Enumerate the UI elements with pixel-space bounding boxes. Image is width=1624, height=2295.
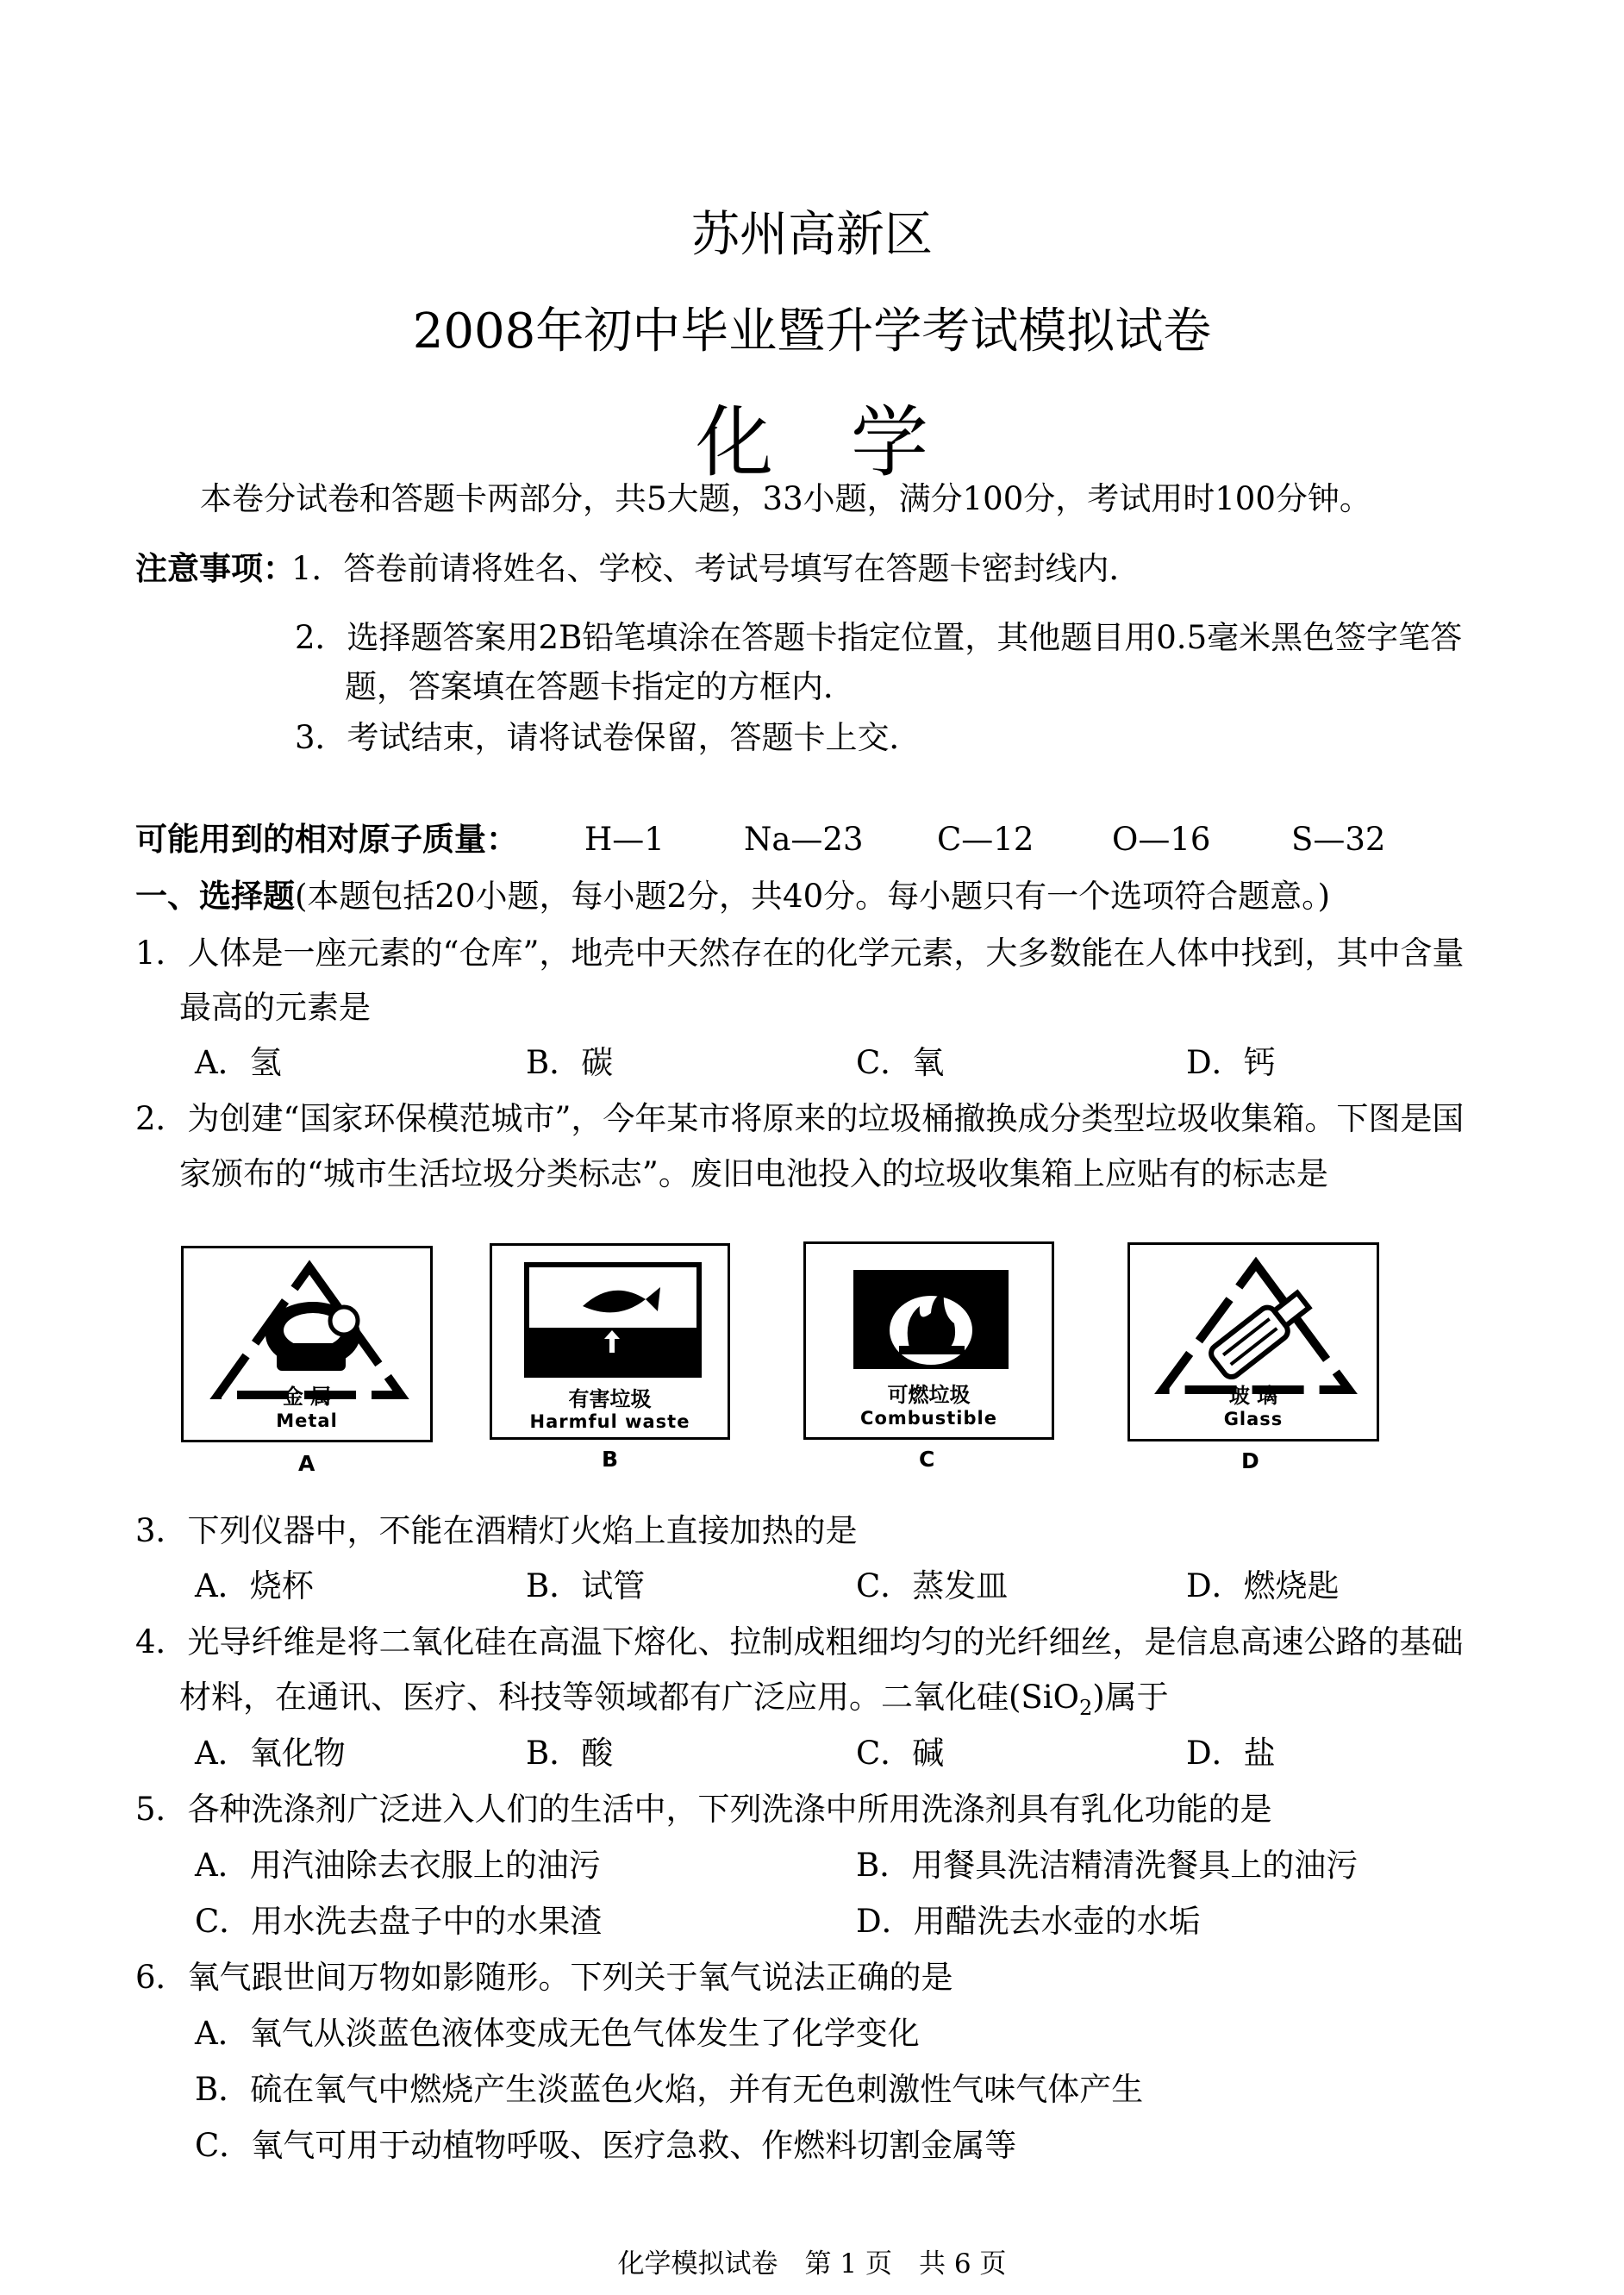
- sign-harmful-waste[interactable]: [490, 1243, 730, 1440]
- sign-letter-c: C: [919, 1447, 935, 1472]
- note-item-3: 3．考试结束，请将试卷保留，答题卡上交．: [295, 719, 921, 756]
- sign-combustible[interactable]: [803, 1241, 1054, 1440]
- sign-glass-en: Glass: [1223, 1409, 1284, 1429]
- note-item-2-line1: 2．选择题答案用2B铅笔填涂在答题卡指定位置，其他题目用0.5毫米黑色签字笔答: [295, 619, 1463, 656]
- sign-harmful-cn: 有害垃圾: [568, 1387, 652, 1411]
- q4-stem-line2-pre: 材料，在通讯、医疗、科技等领域都有广泛应用。二氧化硅(SiO: [179, 1679, 1079, 1716]
- region-title: 苏州高新区: [691, 207, 933, 263]
- q3-option-d[interactable]: D．燃烧匙: [1186, 1567, 1340, 1604]
- sign-letter-b: B: [602, 1447, 619, 1472]
- sign-metal-cn: 金 属: [282, 1385, 332, 1409]
- sign-metal[interactable]: [181, 1246, 433, 1442]
- exam-intro: 本卷分试卷和答题卡两部分，共5大题，33小题，满分100分，考试用时100分钟。: [200, 480, 1371, 517]
- sign-letter-d: D: [1241, 1448, 1259, 1473]
- q3-option-c[interactable]: C．蒸发皿: [856, 1567, 1009, 1604]
- q1-option-b[interactable]: B．碳: [526, 1044, 614, 1081]
- q5-option-a[interactable]: A．用汽油除去衣服上的油污: [195, 1847, 601, 1884]
- page-footer: 化学模拟试卷 第 1 页 共 6 页: [617, 2248, 1007, 2279]
- q1-option-d[interactable]: D．钙: [1186, 1044, 1276, 1081]
- q4-option-a[interactable]: A．氧化物: [195, 1735, 346, 1772]
- sign-combustible-cn: 可燃垃圾: [887, 1383, 971, 1407]
- q3-option-a[interactable]: A．烧杯: [195, 1567, 314, 1604]
- atomic-mass-h: H—1: [584, 821, 665, 858]
- sign-combustible-en: Combustible: [860, 1408, 997, 1429]
- q4-option-d[interactable]: D．盐: [1186, 1735, 1276, 1772]
- exam-title: 2008年初中毕业暨升学考试模拟试卷: [412, 303, 1212, 360]
- sign-glass[interactable]: [1127, 1242, 1379, 1441]
- q6-option-a[interactable]: A．氧气从淡蓝色液体变成无色气体发生了化学变化: [195, 2015, 920, 2052]
- note-item-1: 1．答卷前请将姓名、学校、考试号填写在答题卡密封线内．: [291, 550, 1141, 587]
- q5-stem: 5．各种洗涤剂广泛进入人们的生活中，下列洗涤中所用洗涤剂具有乳化功能的是: [135, 1791, 1272, 1828]
- q5-option-b[interactable]: B．用餐具洗洁精清洗餐具上的油污: [856, 1847, 1359, 1884]
- q1-stem-line1: 1．人体是一座元素的“仓库”，地壳中天然存在的化学元素，大多数能在人体中找到，其中含量: [135, 935, 1465, 972]
- atomic-mass-c: C—12: [937, 821, 1034, 858]
- q4-subscript: 2: [1078, 1696, 1093, 1720]
- note-item-2-line2: 题，答案填在答题卡指定的方框内．: [345, 668, 855, 705]
- atomic-mass-label: 可能用到的相对原子质量：: [135, 821, 518, 858]
- q5-option-d[interactable]: D．用醋洗去水壶的水垢: [856, 1903, 1201, 1940]
- sign-glass-cn: 玻 璃: [1228, 1384, 1278, 1408]
- q3-option-b[interactable]: B．试管: [526, 1567, 646, 1604]
- q3-stem: 3．下列仪器中，不能在酒精灯火焰上直接加热的是: [135, 1512, 858, 1549]
- q2-stem-line2: 家颁布的“城市生活垃圾分类标志”。废旧电池投入的垃圾收集箱上应贴有的标志是: [179, 1155, 1328, 1192]
- q6-option-b[interactable]: B．硫在氧气中燃烧产生淡蓝色火焰，并有无色刺激性气味气体产生: [195, 2071, 1144, 2108]
- q4-stem-line2-post: )属于: [1092, 1679, 1169, 1716]
- q5-option-c[interactable]: C．用水洗去盘子中的水果渣: [195, 1903, 603, 1940]
- q6-stem: 6．氧气跟世间万物如影随形。下列关于氧气说法正确的是: [135, 1959, 953, 1996]
- q4-option-c[interactable]: C．碱: [856, 1735, 945, 1772]
- sign-harmful-en: Harmful waste: [529, 1411, 690, 1432]
- q6-option-c[interactable]: C．氧气可用于动植物呼吸、医疗急救、作燃料切割金属等: [195, 2127, 1017, 2164]
- q1-option-a[interactable]: A．氢: [195, 1044, 282, 1081]
- atomic-mass-o: O—16: [1112, 821, 1211, 858]
- atomic-mass-na: Na—23: [744, 821, 864, 858]
- subject-title: 化学: [696, 397, 1006, 488]
- atomic-mass-s: S—32: [1291, 821, 1386, 858]
- sign-metal-en: Metal: [276, 1410, 338, 1431]
- notes-label: 注意事项：: [135, 550, 295, 587]
- q4-stem-line2: [179, 1677, 1169, 1729]
- q4-stem-line1: 4．光导纤维是将二氧化硅在高温下熔化、拉制成粗细均匀的光纤细丝，是信息高速公路的基础: [135, 1623, 1464, 1660]
- q1-stem-line2: 最高的元素是: [179, 989, 371, 1026]
- q2-stem-line1: 2．为创建“国家环保模范城市”，今年某市将原来的垃圾桶撤换成分类型垃圾收集箱。下图是国: [135, 1100, 1465, 1137]
- section-1-desc: (本题包括20小题，每小题2分，共40分。每小题只有一个选项符合题意。): [295, 878, 1331, 915]
- q1-option-c[interactable]: C．氧: [856, 1044, 945, 1081]
- section-1-label: 一、选择题: [135, 878, 295, 915]
- sign-letter-a: A: [298, 1451, 315, 1476]
- section-1-heading: [135, 876, 1330, 917]
- q4-option-b[interactable]: B．酸: [526, 1735, 614, 1772]
